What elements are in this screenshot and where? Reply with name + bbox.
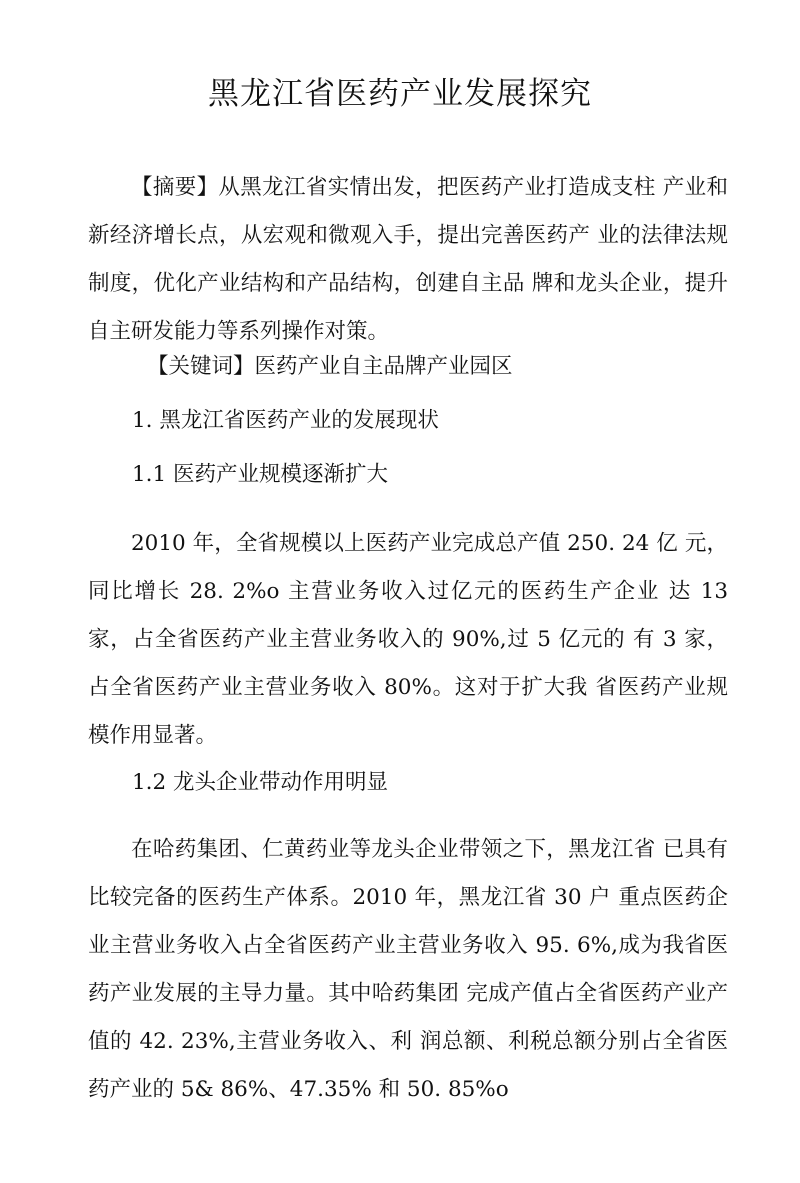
- section-1-2-heading: 1.2 龙头企业带动作用明显: [132, 770, 389, 795]
- abstract-paragraph: 【摘要】从黑龙江省实情出发，把医药产业打造成支柱 产业和新经济增长点，从宏观和微观入手，提出完善医药产 业的法律法规制度，优化产业结构和产品结构，创建自主品 牌和龙头企业，提升自主研发能力等系列操作对策。: [88, 175, 728, 344]
- document-title: 黑龙江省医药产业发展探究: [208, 76, 592, 112]
- section-1-1-body: 2010 年，全省规模以上医药产业完成总产值 250. 24 亿 元，同比增长 28. 2%o 主营业务收入过亿元的医药生产企业 达 13 家，占全省医药产业主营业务收入的 90%,过 5 亿元的 有 3 家， 占全省医药产业主营业务收入 80%。这对于扩大我 省医药产业规模作用显著。: [88, 531, 728, 748]
- section-1-2-body: 在哈药集团、仁黄药业等龙头企业带领之下，黑龙江省 已具有比较完备的医药生产体系。2010 年，黑龙江省 30 户 重点医药企业主营业务收入占全省医药产业主营业务收入 95. 6%,成为我省医药产业发展的主导力量。其中哈药集团 完成产值占全省医药产业产值的 42. 23%,主营业务收入、利 润总额、利税总额分别占全省医药产业的 5& 86%、47.35% 和 50. 85%o: [88, 837, 728, 1102]
- section-1-1-heading: 1.1 医药产业规模逐渐扩大: [132, 462, 389, 487]
- section-1-heading: 1. 黑龙江省医药产业的发展现状: [132, 408, 439, 433]
- keywords-line: 【关键词】医药产业自主品牌产业园区: [147, 354, 513, 379]
